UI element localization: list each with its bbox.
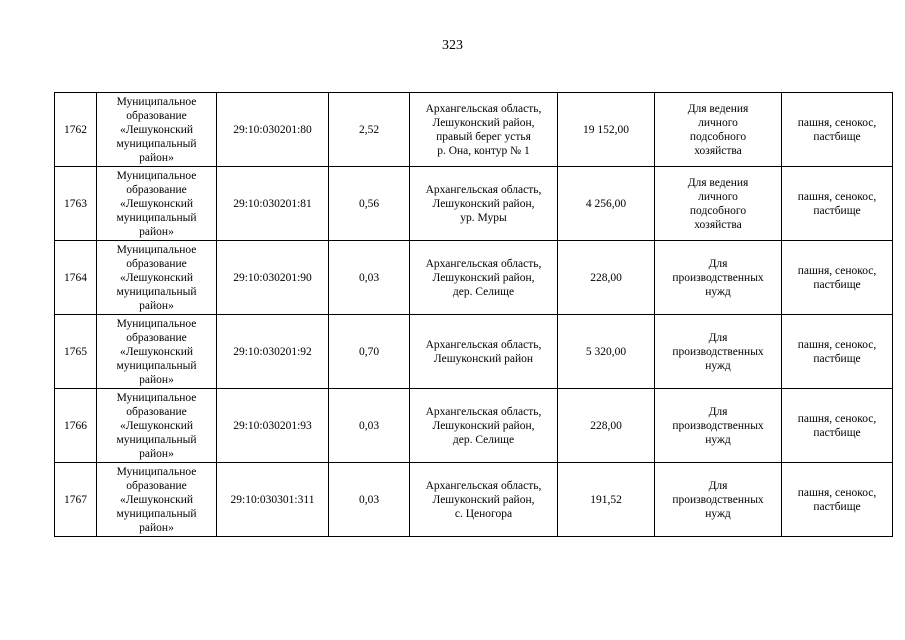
owner-cell [97,167,217,241]
text-line: «Лешуконский [119,493,194,506]
text-line: Муниципальное [116,465,197,478]
text-line: Для ведения [687,176,749,189]
cadastral-number-cell: 29:10:030201:92 [217,315,329,389]
text-line: муниципальный [116,433,197,446]
text-line: производственных [672,419,764,432]
text-line: пашня, сенокос, [797,412,877,425]
text-line: «Лешуконский [119,123,194,136]
land-kind-cell [782,93,893,167]
text-line: производственных [672,493,764,506]
text-line: Муниципальное [116,317,197,330]
address-cell [410,389,558,463]
text-line: правый берег устья [436,130,531,143]
price-cell: 228,00 [558,241,655,315]
text-line: Для [708,331,728,344]
text-line: производственных [672,345,764,358]
text-line: Муниципальное [116,243,197,256]
area-cell: 2,52 [329,93,410,167]
text-line: «Лешуконский [119,271,194,284]
text-line: Архангельская область, [425,102,542,115]
cadastral-number-cell: 29:10:030201:80 [217,93,329,167]
permitted-use-cell [655,463,782,537]
row-number-cell: 1766 [55,389,97,463]
text-line: Для [708,479,728,492]
text-line: нужд [705,507,731,520]
row-number-cell: 1763 [55,167,97,241]
land-plots-table [54,92,893,537]
address-cell [410,167,558,241]
text-line: с. Ценогора [454,507,513,520]
area-cell: 0,70 [329,315,410,389]
text-line: муниципальный [116,359,197,372]
text-line: образование [126,109,187,122]
address-cell [410,93,558,167]
row-number-cell: 1767 [55,463,97,537]
text-line: производственных [672,271,764,284]
text-line: образование [126,405,187,418]
text-line: пашня, сенокос, [797,338,877,351]
text-line: Лешуконский район, [432,116,535,129]
text-line: личного [698,116,738,129]
table-row [55,463,893,537]
text-line: дер. Селище [452,433,515,446]
permitted-use-cell [655,315,782,389]
text-line: Архангельская область, [425,257,542,270]
text-line: Архангельская область, [425,338,542,351]
text-line: пастбище [813,130,861,143]
permitted-use-cell [655,241,782,315]
text-line: район» [139,521,174,534]
text-line: Лешуконский район [433,352,534,365]
text-line: Муниципальное [116,95,197,108]
text-line: хозяйства [694,144,742,157]
text-line: район» [139,151,174,164]
cadastral-number-cell: 29:10:030301:311 [217,463,329,537]
text-line: пастбище [813,500,861,513]
text-line: район» [139,373,174,386]
text-line: нужд [705,433,731,446]
price-cell: 191,52 [558,463,655,537]
text-line: пашня, сенокос, [797,116,877,129]
text-line: Архангельская область, [425,405,542,418]
table-row [55,389,893,463]
text-line: Лешуконский район, [432,271,535,284]
land-kind-cell [782,463,893,537]
text-line: пастбище [813,426,861,439]
text-line: образование [126,479,187,492]
text-line: пашня, сенокос, [797,190,877,203]
page-number: 323 [442,38,463,53]
text-line: «Лешуконский [119,197,194,210]
area-cell: 0,03 [329,463,410,537]
table-row [55,167,893,241]
text-line: Для [708,257,728,270]
owner-cell [97,463,217,537]
price-cell: 5 320,00 [558,315,655,389]
price-cell: 228,00 [558,389,655,463]
table-row [55,315,893,389]
row-number-cell: 1762 [55,93,97,167]
text-line: Муниципальное [116,391,197,404]
owner-cell [97,241,217,315]
text-line: образование [126,183,187,196]
text-line: Для ведения [687,102,749,115]
text-line: Лешуконский район, [432,493,535,506]
text-line: дер. Селище [452,285,515,298]
area-cell: 0,56 [329,167,410,241]
text-line: муниципальный [116,137,197,150]
area-cell: 0,03 [329,241,410,315]
text-line: муниципальный [116,211,197,224]
address-cell [410,463,558,537]
text-line: Муниципальное [116,169,197,182]
cadastral-number-cell: 29:10:030201:93 [217,389,329,463]
row-number-cell: 1764 [55,241,97,315]
address-cell [410,315,558,389]
text-line: Архангельская область, [425,479,542,492]
text-line: пастбище [813,352,861,365]
text-line: ур. Муры [460,211,507,224]
row-number-cell: 1765 [55,315,97,389]
text-line: образование [126,331,187,344]
text-line: пашня, сенокос, [797,486,877,499]
permitted-use-cell [655,167,782,241]
text-line: пастбище [813,278,861,291]
text-line: «Лешуконский [119,345,194,358]
text-line: подсобного [689,130,747,143]
text-line: Лешуконский район, [432,419,535,432]
text-line: р. Она, контур № 1 [437,144,530,157]
text-line: Архангельская область, [425,183,542,196]
price-cell: 19 152,00 [558,93,655,167]
permitted-use-cell [655,93,782,167]
text-line: пастбище [813,204,861,217]
text-line: подсобного [689,204,747,217]
address-cell [410,241,558,315]
text-line: нужд [705,285,731,298]
text-line: образование [126,257,187,270]
cadastral-number-cell: 29:10:030201:90 [217,241,329,315]
text-line: район» [139,447,174,460]
owner-cell [97,315,217,389]
text-line: «Лешуконский [119,419,194,432]
text-line: район» [139,225,174,238]
area-cell: 0,03 [329,389,410,463]
text-line: район» [139,299,174,312]
text-line: муниципальный [116,507,197,520]
text-line: муниципальный [116,285,197,298]
land-kind-cell [782,167,893,241]
table-row [55,241,893,315]
text-line: пашня, сенокос, [797,264,877,277]
price-cell: 4 256,00 [558,167,655,241]
owner-cell [97,93,217,167]
text-line: Лешуконский район, [432,197,535,210]
text-line: личного [698,190,738,203]
land-kind-cell [782,241,893,315]
owner-cell [97,389,217,463]
text-line: нужд [705,359,731,372]
land-kind-cell [782,315,893,389]
land-kind-cell [782,389,893,463]
table-row [55,93,893,167]
permitted-use-cell [655,389,782,463]
text-line: хозяйства [694,218,742,231]
text-line: Для [708,405,728,418]
cadastral-number-cell: 29:10:030201:81 [217,167,329,241]
